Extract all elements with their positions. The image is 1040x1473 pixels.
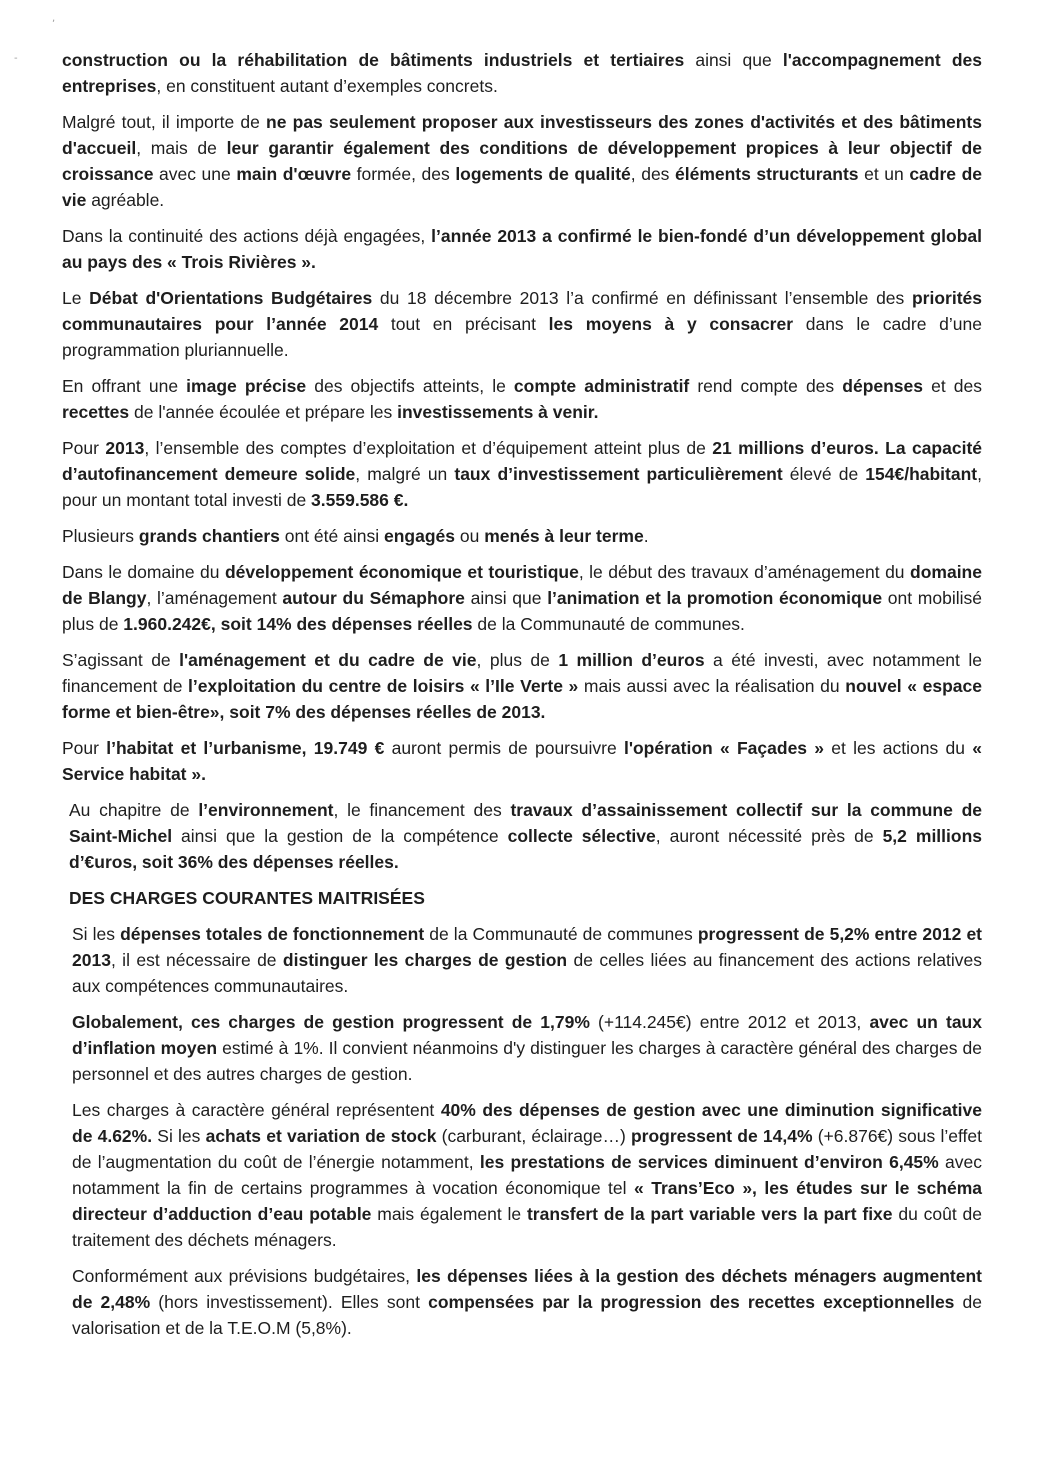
paragraph	[62, 1097, 982, 1253]
body-text: S’agissant de	[62, 650, 180, 670]
paragraph	[62, 523, 982, 549]
body-text: ou	[454, 526, 485, 546]
paragraph	[62, 797, 982, 875]
bold-text: cadre de vie	[62, 164, 982, 210]
bold-text: travaux d’assainissement collectif sur la commune de Saint-Michel	[69, 800, 982, 846]
bold-text: l'accompagnement des entreprises	[62, 50, 982, 96]
bold-text: nouvel « espace forme et bien-être», soit 7% des dépenses réelles de 2013.	[62, 676, 982, 722]
bold-text: collecte sélective	[507, 826, 656, 846]
body-text: Si les	[152, 1126, 206, 1146]
scan-speck: -	[14, 53, 18, 64]
bold-text: engagés	[383, 526, 455, 546]
body-text: , malgré un	[355, 464, 455, 484]
body-text: ainsi que la gestion de la compétence	[172, 826, 508, 846]
body-text: du 18 décembre 2013 l’a confirmé en définissant l’ensemble des	[372, 288, 912, 308]
body-text: , plus de	[476, 650, 559, 670]
paragraph	[62, 921, 982, 999]
bold-text: Débat d'Orientations Budgétaires	[89, 288, 373, 308]
bold-text: autour du Sémaphore	[282, 588, 465, 608]
body-text: avec notamment la fin de certains programmes à vocation économique tel	[72, 1152, 982, 1198]
bold-text: l'opération « Façades »	[623, 738, 825, 758]
paragraph	[62, 285, 982, 363]
body-text: et les actions du	[824, 738, 973, 758]
bold-text: les moyens à y consacrer	[548, 314, 794, 334]
bold-text: main d'œuvre	[236, 164, 352, 184]
bold-text: taux d’investissement particulièrement	[454, 464, 783, 484]
bold-text: « Service habitat ».	[62, 738, 982, 784]
bold-text: les dépenses liées à la gestion des déchets ménagers augmentent de 2,48%	[72, 1266, 982, 1312]
body-text: dans le cadre d’une programmation pluriannuelle.	[62, 314, 982, 360]
bold-text: menés à leur terme	[484, 526, 644, 546]
bold-text: « Trans’Eco », les études sur le schéma directeur d’adduction d’eau potable	[72, 1178, 982, 1224]
body-text: de la Communauté de communes.	[472, 614, 745, 634]
body-text: de la Communauté de communes	[424, 924, 698, 944]
bold-text: 1.960.242€, soit 14% des dépenses réelles	[123, 614, 473, 634]
bold-text: dépenses	[842, 376, 923, 396]
body-text: (hors investissement). Elles sont	[150, 1292, 429, 1312]
paragraph	[62, 47, 982, 99]
bold-text: l’habitat et l’urbanisme, 19.749 €	[106, 738, 385, 758]
scan-speck: ,	[52, 13, 56, 24]
body-text: ont été ainsi	[279, 526, 384, 546]
body-text: tout en précisant	[378, 314, 549, 334]
body-text: , le financement des	[333, 800, 511, 820]
bold-text: dépenses totales de fonctionnement	[120, 924, 425, 944]
body-text: , des	[630, 164, 675, 184]
bold-text: 40% des dépenses de gestion avec une diminution significative de 4.62%.	[72, 1100, 982, 1146]
body-text: Les charges à caractère général représentent	[72, 1100, 441, 1120]
body-text: Pour	[62, 438, 106, 458]
bold-text: l’exploitation du centre de loisirs « l’Ile Verte »	[188, 676, 579, 696]
body-text: (+6.876€) sous l’effet de l’augmentation du coût de l’énergie notamment,	[72, 1126, 982, 1172]
body-text: Dans la continuité des actions déjà engagées,	[62, 226, 432, 246]
bold-text: compensées par la progression des recettes exceptionnelles	[428, 1292, 955, 1312]
body-text: , l’ensemble des comptes d’exploitation et d’équipement atteint plus de	[144, 438, 713, 458]
paragraph	[62, 373, 982, 425]
bold-text: compte administratif	[513, 376, 690, 396]
body-text: Au chapitre de	[69, 800, 199, 820]
paragraph	[62, 735, 982, 787]
paragraph	[62, 559, 982, 637]
body-text: En offrant une	[62, 376, 187, 396]
body-text: Dans le domaine du	[62, 562, 225, 582]
body-text: avec une	[153, 164, 237, 184]
bold-text: recettes	[62, 402, 130, 422]
bold-text: grands chantiers	[138, 526, 280, 546]
body-text: (carburant, éclairage…)	[436, 1126, 631, 1146]
paragraph	[62, 109, 982, 213]
paragraph	[62, 223, 982, 275]
body-text: , pour un montant total investi de	[62, 464, 983, 510]
body-text: (+114.245€) entre 2012 et 2013,	[589, 1012, 870, 1032]
section-heading: DES CHARGES COURANTES MAITRISÉES	[69, 888, 425, 908]
bold-text: progressent de 5,2% entre 2012 et 2013	[72, 924, 983, 970]
body-text: estimé à 1%. Il convient néanmoins d'y distinguer les charges à caractère général des charges de personnel et des autres charges de gestion.	[72, 1038, 982, 1084]
bold-text: domaine de Blangy	[62, 562, 982, 608]
bold-text: image précise	[186, 376, 307, 396]
paragraphs-intro	[62, 47, 982, 875]
body-text: , le début des travaux d’aménagement du	[578, 562, 911, 582]
body-text: ainsi que	[464, 588, 548, 608]
body-text: rend compte des	[689, 376, 843, 396]
bold-text: 21 millions d’euros. La capacité d’autofinancement demeure solide	[62, 438, 983, 484]
body-text: .	[643, 526, 649, 546]
body-text: et des	[923, 376, 982, 396]
body-text: , l’aménagement	[146, 588, 283, 608]
body-text: Pour	[62, 738, 107, 758]
bold-text: distinguer les charges de gestion	[282, 950, 568, 970]
body-text: de valorisation et de la T.E.O.M (5,8%).	[72, 1292, 983, 1338]
bold-text: investissements à venir.	[397, 402, 599, 422]
body-text: et un	[858, 164, 910, 184]
body-text: de l'année écoulée et prépare les	[129, 402, 398, 422]
body-text: ont mobilisé plus de	[62, 588, 982, 634]
body-text: des objectifs atteints, le	[306, 376, 514, 396]
body-text: Le	[62, 288, 90, 308]
bold-text: priorités communautaires pour l’année 2014	[62, 288, 983, 334]
bold-text: 5,2 millions d’€uros, soit 36% des dépenses réelles.	[69, 826, 983, 872]
paragraph	[62, 1009, 982, 1087]
body-text: , mais de	[136, 138, 227, 158]
paragraphs-charges	[62, 921, 982, 1341]
body-text: , auront nécessité près de	[655, 826, 883, 846]
body-text: Si les	[72, 924, 121, 944]
body-text: mais également le	[371, 1204, 527, 1224]
bold-text: logements de qualité	[455, 164, 631, 184]
body-text: agréable.	[86, 190, 165, 210]
document-body	[62, 47, 982, 1351]
body-text: ainsi que	[684, 50, 783, 70]
bold-text: 1 million d’euros	[558, 650, 705, 670]
bold-text: l’année 2013 a confirmé le bien-fondé d’un développement global au pays des « Trois Rivières ».	[62, 226, 982, 272]
bold-text: construction ou la réhabilitation de bâtiments industriels et tertiaires	[62, 50, 685, 70]
paragraph	[62, 647, 982, 725]
bold-text: les prestations de services diminuent d’environ 6,45%	[479, 1152, 939, 1172]
body-text: , en constituent autant d’exemples concrets.	[156, 76, 498, 96]
bold-text: avec un taux d’inflation moyen	[72, 1012, 982, 1058]
bold-text: l’environnement	[198, 800, 334, 820]
paragraph	[62, 1263, 982, 1341]
body-text: du coût de traitement des déchets ménagers.	[72, 1204, 982, 1250]
bold-text: ne pas seulement proposer aux investisseurs des zones d'activités et des bâtiments d'accueil	[62, 112, 982, 158]
body-text: Plusieurs	[62, 526, 139, 546]
bold-text: transfert de la part variable vers la part fixe	[526, 1204, 893, 1224]
body-text: Malgré tout, il importe de	[62, 112, 267, 132]
bold-text: progressent de 14,4%	[630, 1126, 813, 1146]
body-text: mais aussi avec la réalisation du	[578, 676, 846, 696]
bold-text: 3.559.586 €.	[311, 490, 409, 510]
bold-text: l'aménagement et du cadre de vie	[179, 650, 477, 670]
bold-text: leur garantir également des conditions de développement propices à leur objectif de croissance	[62, 138, 982, 184]
body-text: Conformément aux prévisions budgétaires,	[72, 1266, 417, 1286]
body-text: formée, des	[351, 164, 456, 184]
body-text: a été investi, avec notamment le financement de	[62, 650, 982, 696]
paragraph	[62, 435, 982, 513]
bold-text: développement économique et touristique	[224, 562, 579, 582]
body-text: auront permis de poursuivre	[384, 738, 624, 758]
bold-text: achats et variation de stock	[205, 1126, 437, 1146]
bold-text: 2013	[105, 438, 145, 458]
bold-text: l’animation et la promotion économique	[547, 588, 883, 608]
body-text: élevé de	[782, 464, 866, 484]
bold-text: Globalement, ces charges de gestion progressent de 1,79%	[72, 1012, 590, 1032]
bold-text: éléments structurants	[675, 164, 859, 184]
body-text: de celles liées au financement des actions relatives aux compétences communautaires.	[72, 950, 982, 996]
bold-text: 154€/habitant	[865, 464, 978, 484]
body-text: , il est nécessaire de	[110, 950, 283, 970]
